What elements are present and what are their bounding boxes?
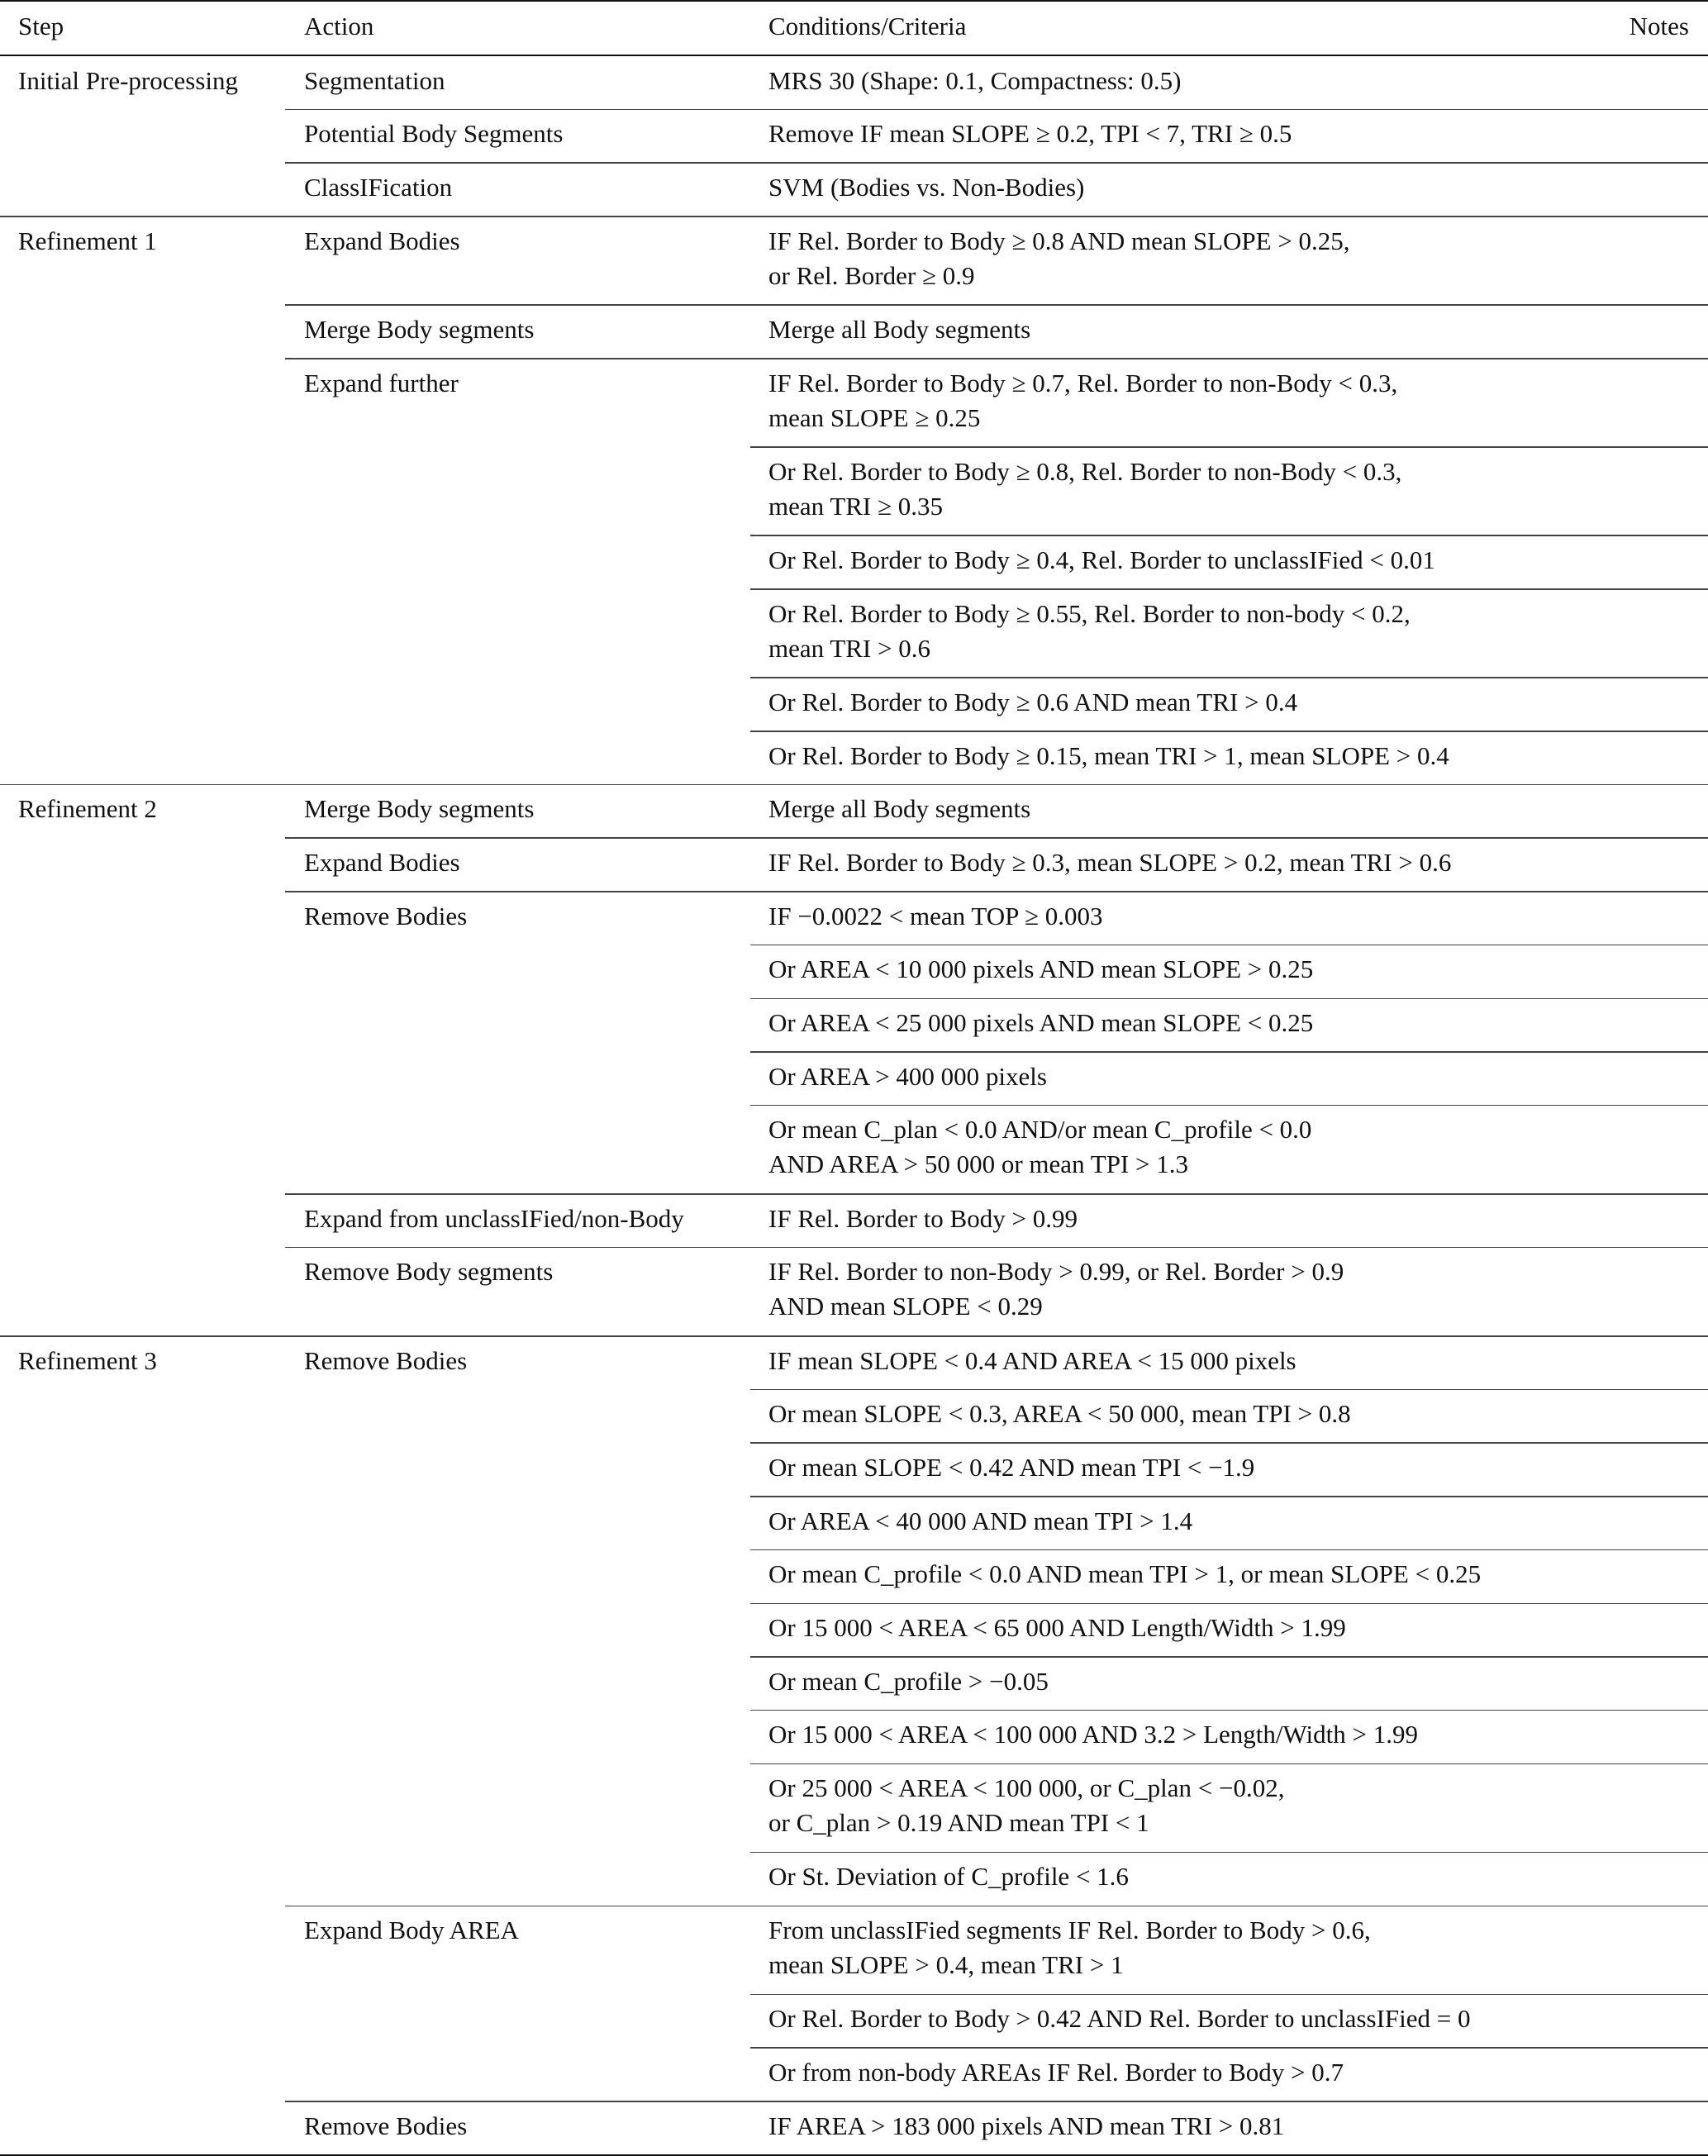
condition-rule <box>750 1442 1708 1444</box>
condition-text: Or AREA > 400 000 pixels <box>768 1061 1047 1091</box>
condition-text: Or Rel. Border to Body > 0.42 AND Rel. Border to unclassIFied = 0 <box>768 2004 1471 2034</box>
header-notes: Notes <box>1629 12 1689 40</box>
condition-rule <box>750 1496 1708 1497</box>
action-label: Merge Body segments <box>304 794 535 824</box>
condition-text: Or Rel. Border to Body ≥ 0.4, Rel. Border to unclassIFied < 0.01 <box>768 545 1435 574</box>
action-label: Segmentation <box>304 65 445 95</box>
condition-text: Or AREA < 10 000 pixels AND mean SLOPE > 0.25 <box>768 954 1314 984</box>
top-rule <box>0 0 1708 2</box>
condition-rule <box>750 677 1708 678</box>
condition-rule <box>750 535 1708 536</box>
group-rule <box>0 784 1708 786</box>
condition-text: Or St. Deviation of C_profile < 1.6 <box>768 1862 1129 1892</box>
action-rule <box>285 2101 1708 2102</box>
header-conditions: Conditions/Criteria <box>768 12 967 40</box>
condition-text: Or mean SLOPE < 0.3, AREA < 50 000, mean TPI > 0.8 <box>768 1399 1351 1429</box>
group-rule <box>0 1335 1708 1337</box>
action-label: Expand Bodies <box>304 226 460 255</box>
condition-text: Or 15 000 < AREA < 100 000 AND 3.2 > Length/Width > 1.99 <box>768 1720 1418 1749</box>
condition-rule <box>750 1603 1708 1605</box>
action-rule <box>285 1247 1708 1249</box>
header-step: Step <box>18 12 64 40</box>
condition-text: Or mean C_profile > −0.05 <box>768 1666 1049 1696</box>
step-label: Refinement 2 <box>18 794 157 824</box>
action-label: Remove Bodies <box>304 901 468 930</box>
group-rule <box>0 216 1708 217</box>
condition-rule <box>750 1994 1708 1996</box>
condition-text: SVM (Bodies vs. Non-Bodies) <box>768 172 1085 202</box>
condition-text: IF Rel. Border to Body ≥ 0.8 AND mean SLOPE > 0.25, or Rel. Border ≥ 0.9 <box>768 226 1350 290</box>
condition-text: Or mean C_profile < 0.0 AND mean TPI > 1, or mean SLOPE < 0.25 <box>768 1559 1482 1589</box>
condition-rule <box>750 1051 1708 1053</box>
condition-text: Or Rel. Border to Body ≥ 0.6 AND mean TRI > 0.4 <box>768 687 1298 716</box>
bottom-rule <box>0 2154 1708 2156</box>
condition-text: IF Rel. Border to Body ≥ 0.3, mean SLOPE > 0.2, mean TRI > 0.6 <box>768 847 1452 877</box>
condition-text: Or mean SLOPE < 0.42 AND mean TPI < −1.9 <box>768 1452 1255 1482</box>
condition-text: Merge all Body segments <box>768 794 1031 824</box>
condition-rule <box>750 1763 1708 1765</box>
condition-rule <box>750 1656 1708 1658</box>
condition-text: From unclassIFied segments IF Rel. Border to Body > 0.6, mean SLOPE > 0.4, mean TRI > 1 <box>768 1916 1371 1979</box>
action-label: Expand Body AREA <box>304 1916 520 1944</box>
action-label: Expand from unclassIFied/non-Body <box>304 1203 684 1233</box>
action-label: Expand further <box>304 368 459 397</box>
action-rule <box>285 109 1708 111</box>
condition-rule <box>750 588 1708 590</box>
condition-text: Or mean C_plan < 0.0 AND/or mean C_profile < 0.0 AND AREA > 50 000 or mean TPI > 1.3 <box>768 1115 1312 1179</box>
action-rule <box>285 1906 1708 1907</box>
condition-rule <box>750 731 1708 732</box>
condition-text: Or Rel. Border to Body ≥ 0.55, Rel. Border to non-body < 0.2, mean TRI > 0.6 <box>768 598 1411 663</box>
action-rule <box>285 358 1708 359</box>
condition-text: Or from non-body AREAs IF Rel. Border to Body > 0.7 <box>768 2057 1344 2087</box>
condition-text: Or AREA < 40 000 AND mean TPI > 1.4 <box>768 1506 1193 1535</box>
action-label: ClassIFication <box>304 172 453 202</box>
condition-text: IF Rel. Border to non-Body > 0.99, or Rel. Border > 0.9 AND mean SLOPE < 0.29 <box>768 1257 1344 1321</box>
condition-text: Or 15 000 < AREA < 65 000 AND Length/Width > 1.99 <box>768 1613 1346 1642</box>
action-label: Remove Bodies <box>304 2111 468 2140</box>
condition-rule <box>750 1549 1708 1551</box>
action-rule <box>285 837 1708 839</box>
condition-text: IF mean SLOPE < 0.4 AND AREA < 15 000 pixels <box>768 1345 1296 1375</box>
condition-text: Merge all Body segments <box>768 314 1031 344</box>
header-action: Action <box>304 12 374 40</box>
action-label: Expand Bodies <box>304 847 460 877</box>
step-label: Refinement 1 <box>18 226 157 255</box>
action-rule <box>285 891 1708 892</box>
condition-rule <box>750 1852 1708 1854</box>
condition-text: Remove IF mean SLOPE ≥ 0.2, TPI < 7, TRI ≥ 0.5 <box>768 119 1292 149</box>
step-label: Refinement 3 <box>18 1345 157 1375</box>
condition-rule <box>750 1105 1708 1107</box>
condition-text: IF Rel. Border to Body > 0.99 <box>768 1203 1078 1233</box>
condition-text: IF Rel. Border to Body ≥ 0.7, Rel. Border to non-Body < 0.3, mean SLOPE ≥ 0.25 <box>768 368 1398 432</box>
condition-rule <box>750 1710 1708 1711</box>
condition-rule <box>750 2047 1708 2049</box>
action-label: Remove Bodies <box>304 1345 468 1375</box>
condition-text: Or AREA < 25 000 pixels AND mean SLOPE < 0.25 <box>768 1008 1314 1037</box>
condition-text: MRS 30 (Shape: 0.1, Compactness: 0.5) <box>768 65 1182 95</box>
condition-text: Or Rel. Border to Body ≥ 0.8, Rel. Border to non-Body < 0.3, mean TRI ≥ 0.35 <box>768 456 1402 521</box>
condition-rule <box>750 446 1708 448</box>
condition-text: Or 25 000 < AREA < 100 000, or C_plan < −0.02, or C_plan > 0.19 AND mean TPI < 1 <box>768 1773 1285 1838</box>
header-rule <box>0 55 1708 56</box>
step-label: Initial Pre-processing <box>18 65 239 95</box>
action-rule <box>285 304 1708 306</box>
condition-text: Or Rel. Border to Body ≥ 0.15, mean TRI > 1, mean SLOPE > 0.4 <box>768 740 1449 770</box>
action-rule <box>285 162 1708 164</box>
condition-text: IF −0.0022 < mean TOP ≥ 0.003 <box>768 901 1103 930</box>
condition-rule <box>750 998 1708 1000</box>
condition-rule <box>750 945 1708 946</box>
action-label: Merge Body segments <box>304 314 535 344</box>
condition-text: IF AREA > 183 000 pixels AND mean TRI > 0.81 <box>768 2111 1285 2140</box>
action-label: Potential Body Segments <box>304 119 564 149</box>
condition-rule <box>750 1389 1708 1391</box>
action-label: Remove Body segments <box>304 1257 554 1287</box>
action-rule <box>285 1193 1708 1195</box>
